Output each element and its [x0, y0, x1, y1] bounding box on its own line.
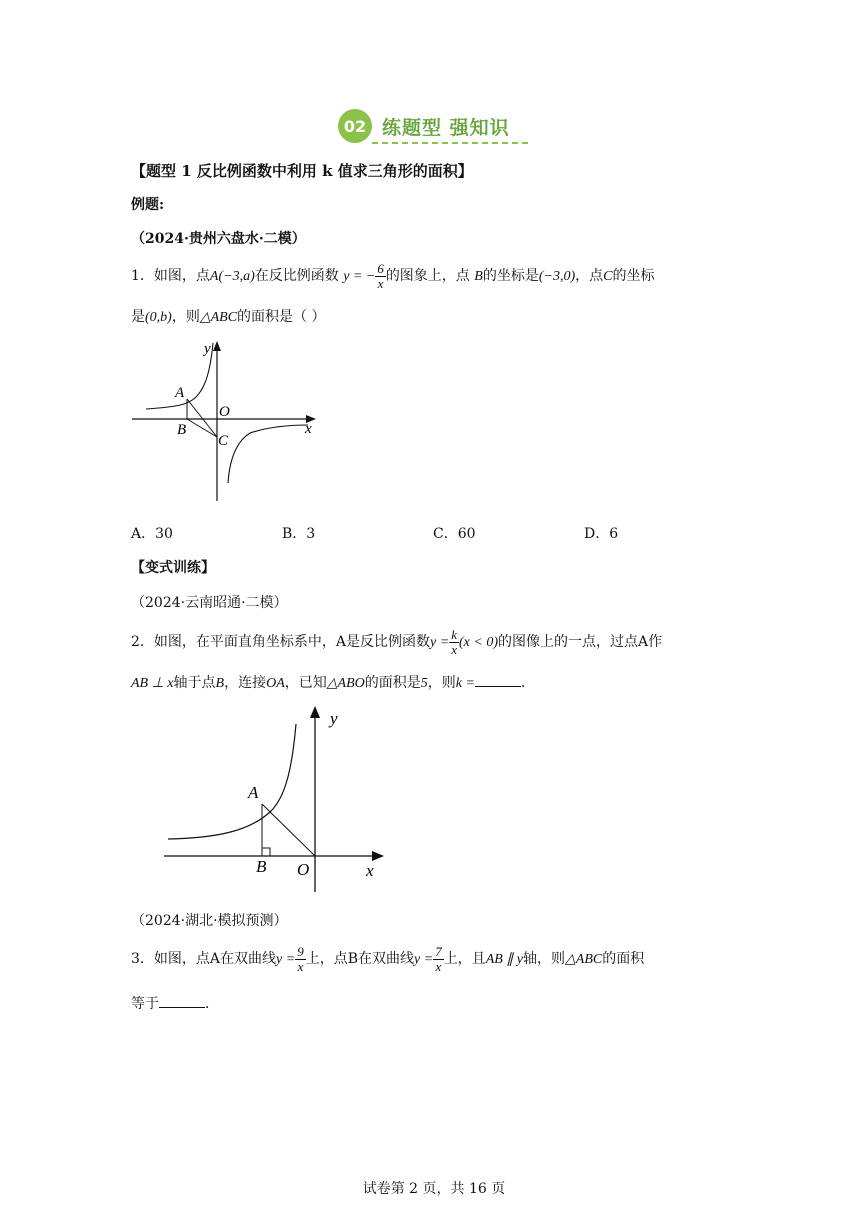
q2-line-2: AB ⊥ x轴于点B，连接OA，已知△ABO的面积是5，则k = .	[131, 675, 526, 691]
q1-segment-BC	[187, 419, 217, 437]
q2-label-A: A	[248, 783, 259, 802]
q1-label-A: A	[175, 385, 185, 401]
q3-answer-blank[interactable]	[159, 995, 205, 1008]
q2-right-angle-mark	[262, 848, 270, 856]
q1-label-O: O	[219, 404, 230, 420]
q1-option-c[interactable]: C．60	[433, 526, 476, 542]
q2-curve	[168, 724, 296, 839]
q1-label-x: x	[305, 421, 312, 437]
q3-source: （2024·湖北·模拟预测）	[131, 913, 288, 929]
q1-fraction: $\frac{6}{x}$	[377, 261, 384, 291]
q1-figure	[128, 335, 323, 507]
example-label: 例题:	[131, 197, 165, 213]
q1-option-a[interactable]: A．30	[131, 526, 173, 542]
q2-answer-blank[interactable]	[475, 674, 521, 687]
q3-fraction-7: $\frac{7}{x}$	[435, 944, 442, 974]
q2-fraction: $\frac{k}{x}$	[451, 627, 457, 657]
banner-number-badge: 02	[338, 109, 372, 143]
q1-label-y: y	[204, 341, 211, 357]
q2-figure	[160, 700, 390, 896]
q1-curve-right	[228, 425, 308, 483]
section-title: 【题型 1 反比例函数中利用 k 值求三角形的面积】	[131, 162, 473, 180]
q2-label-B: B	[256, 857, 267, 876]
q1-label-B: B	[177, 422, 187, 438]
q1-line-2: 是(0,b)，则△ABC的面积是（ ）	[131, 309, 326, 325]
q3-line-1: 3．如图，点A在双曲线y = $\frac{9}{x}$ 上，点B在双曲线y = $\frac{7}{x}$ 上，且AB ∥ y轴，则△ABC的面积	[131, 944, 645, 974]
q3-line-2: 等于 .	[131, 996, 210, 1012]
page-footer: 试卷第 2 页，共 16 页	[362, 1181, 506, 1197]
banner-underline	[372, 142, 528, 144]
q2-label-O: O	[297, 860, 310, 879]
q1-label-C: C	[218, 433, 229, 449]
q1-source: （2024·贵州六盘水·二模）	[131, 231, 306, 247]
q1-segment-AC	[187, 399, 217, 437]
q2-y-arrow	[310, 706, 320, 718]
q1-y-arrow	[213, 341, 221, 351]
banner-title: 练题型 强知识	[382, 116, 510, 139]
q1-option-d[interactable]: D．6	[584, 526, 619, 542]
variant-label: 【变式训练】	[131, 560, 215, 576]
q2-source: （2024·云南昭通·二模）	[131, 595, 288, 611]
q2-label-x: x	[366, 861, 374, 880]
q2-label-y: y	[330, 709, 338, 728]
q1-option-b[interactable]: B．3	[282, 526, 316, 542]
section-banner	[338, 108, 510, 144]
q1-line-1: 1．如图，点A(−3,a)在反比例函数 y = − $\frac{6}{x}$ 的图象上，点 B的坐标是(−3,0)，点C的坐标	[131, 261, 655, 291]
q2-line-1: 2．如图，在平面直角坐标系中，A是反比例函数y = $\frac{k}{x}$ (x < 0)的图像上的一点，过点A作	[131, 627, 663, 657]
q3-fraction-9: $\frac{9}{x}$	[297, 944, 304, 974]
q2-x-arrow	[372, 851, 384, 861]
